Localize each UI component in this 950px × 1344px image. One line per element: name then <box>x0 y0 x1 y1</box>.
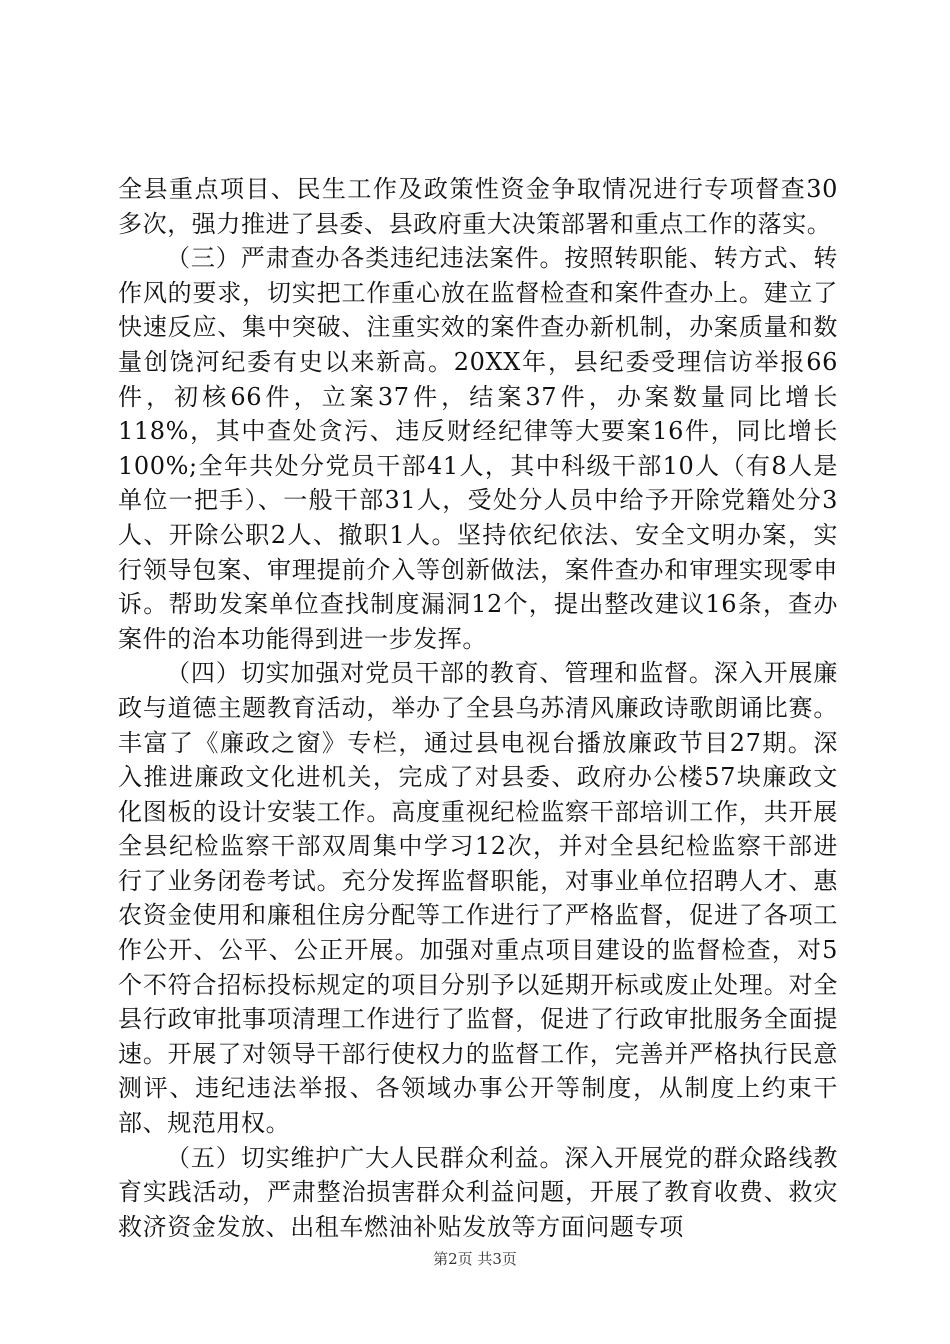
document-body <box>118 172 838 1244</box>
paragraph-continuation: 全县重点项目、民生工作及政策性资金争取情况进行专项督查30多次，强力推进了县委、县政府重大决策部署和重点工作的落实。 <box>118 175 838 238</box>
paragraph-section-3: （三）严肃查办各类违纪违法案件。按照转职能、转方式、转作风的要求，切实把工作重心放在监督检查和案件查办上。建立了快速反应、集中突破、注重实效的案件查办新机制，办案质量和数量创饶河纪委有史以来新高。20XX年，县纪委受理信访举报66件，初核66件，立案37件，结案37件，办案数量同比增长118%，其中查处贪污、违反财经纪律等大要案16件，同比增长100%;全年共处分党员干部41人，其中科级干部10人（有8人是单位一把手）、一般干部31人，受处分人员中给予开除党籍处分3人、开除公职2人、撤职1人。坚持依纪依法、安全文明办案，实行领导包案、审理提前介入等创新做法，案件查办和审理实现零申诉。帮助发案单位查找制度漏洞12个，提出整改建议16条，查办案件的治本功能得到进一步发挥。 <box>118 244 838 653</box>
paragraph-section-4: （四）切实加强对党员干部的教育、管理和监督。深入开展廉政与道德主题教育活动，举办了全县乌苏清风廉政诗歌朗诵比赛。丰富了《廉政之窗》专栏，通过县电视台播放廉政节目27期。深入推进廉政文化进机关，完成了对县委、政府办公楼57块廉政文化图板的设计安装工作。高度重视纪检监察干部培训工作，共开展全县纪检监察干部双周集中学习12次，并对全县纪检监察干部进行了业务闭卷考试。充分发挥监督职能，对事业单位招聘人才、惠农资金使用和廉租住房分配等工作进行了严格监督，促进了各项工作公开、公平、公正开展。加强对重点项目建设的监督检查，对5个不符合招标投标规定的项目分别予以延期开标或废止处理。对全县行政审批事项清理工作进行了监督，促进了行政审批服务全面提速。开展了对领导干部行使权力的监督工作，完善并严格执行民意测评、违纪违法举报、各领域办事公开等制度，从制度上约束干部、规范用权。 <box>118 659 838 1138</box>
paragraph-section-5: （五）切实维护广大人民群众利益。深入开展党的群众路线教育实践活动，严肃整治损害群众利益问题，开展了教育收费、救灾救济资金发放、出租车燃油补贴发放等方面问题专项 <box>118 1143 838 1241</box>
page-footer: 第2页 共3页 <box>433 1250 517 1268</box>
